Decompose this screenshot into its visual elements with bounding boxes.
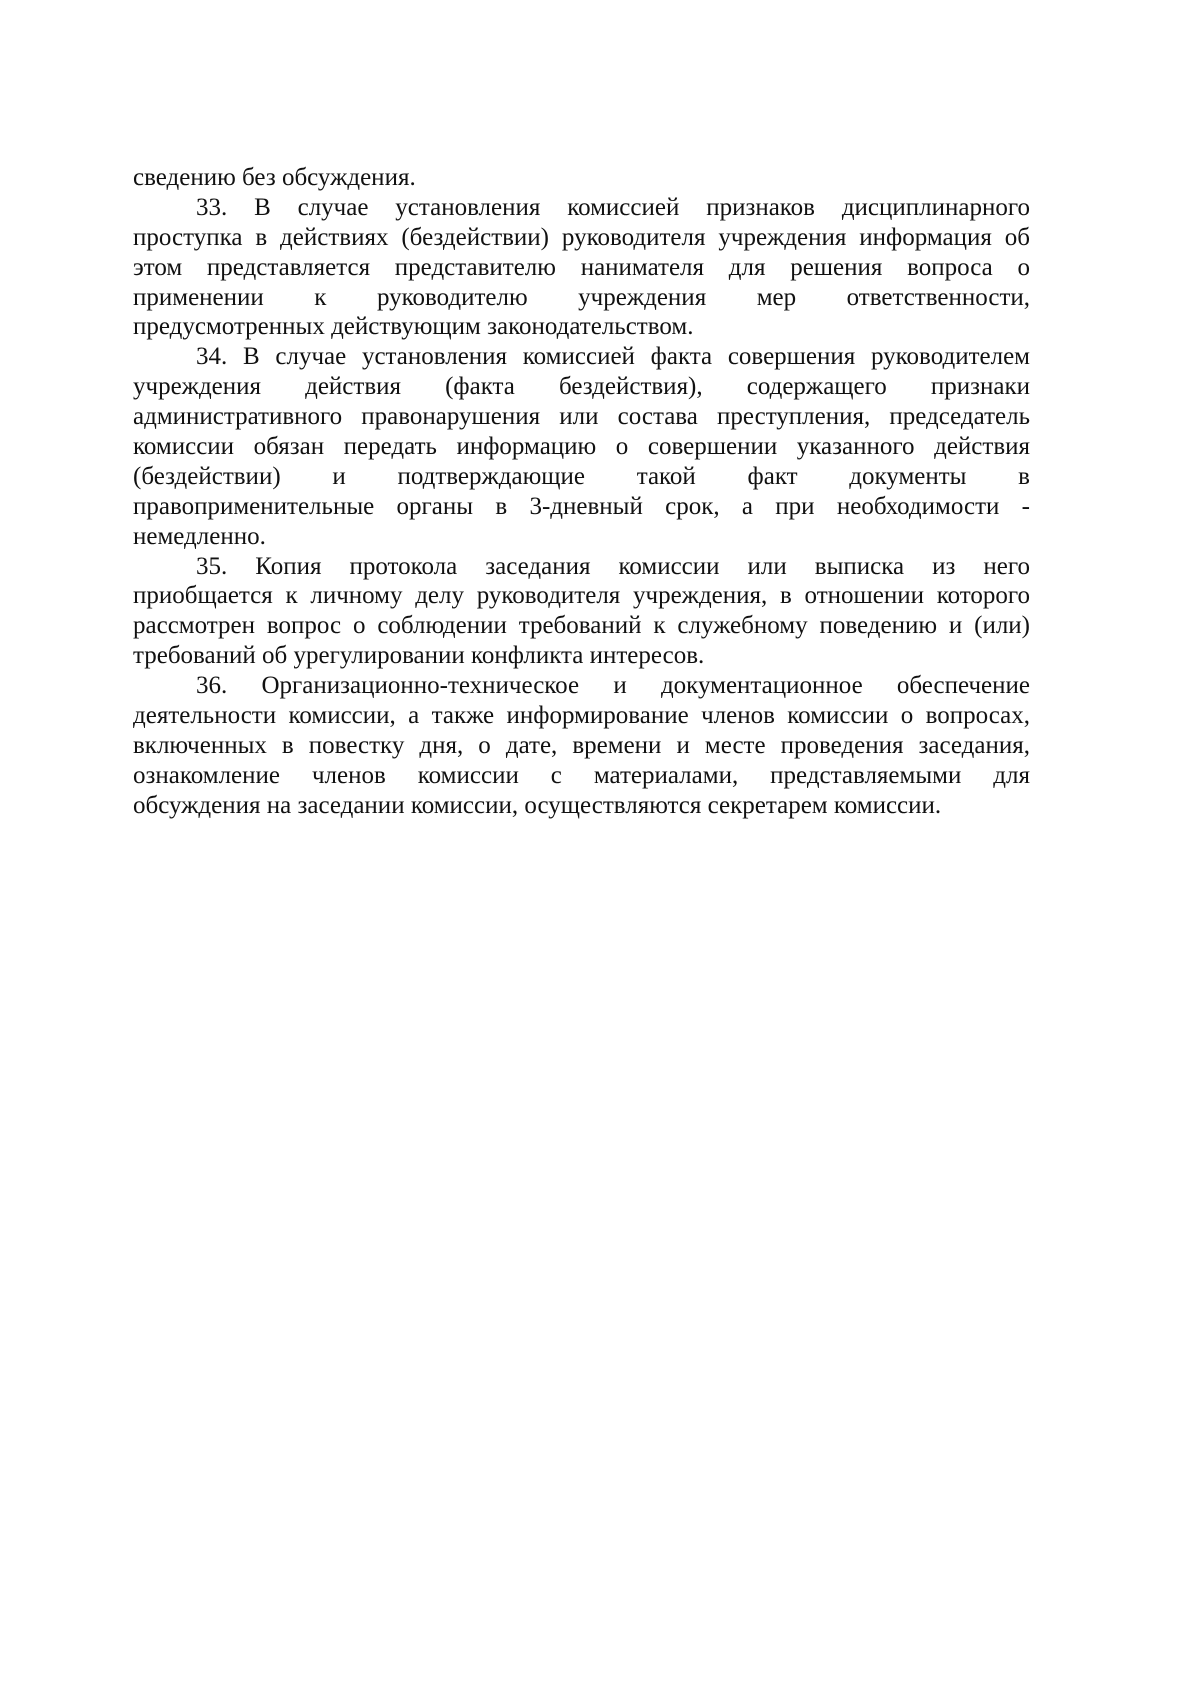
paragraph (133, 552, 1030, 672)
paragraph (133, 193, 1030, 342)
text-line: 34. В случае установления комиссией факта совершения руководителем (196, 343, 1030, 371)
text-line: комиссии обязан передать информацию о совершении указанного действия (133, 433, 1030, 461)
text-line: проступка в действиях (бездействии) руководителя учреждения информация об (133, 223, 1030, 251)
text-line: ознакомление членов комиссии с материалами, представляемыми для (133, 761, 1030, 789)
text-line: немедленно. (133, 522, 266, 550)
text-line: деятельности комиссии, а также информирование членов комиссии о вопросах, (133, 702, 1030, 730)
text-line: этом представляется представителю нанимателя для решения вопроса о (133, 253, 1030, 281)
text-line: 36. Организационно-техническое и документационное обеспечение (196, 672, 1030, 700)
text-line: учреждения действия (факта бездействия), содержащего признаки (133, 373, 1030, 401)
text-line: правоприменительные органы в 3-дневный срок, а при необходимости - (133, 492, 1030, 520)
text-line: приобщается к личному делу руководителя учреждения, в отношении которого (133, 582, 1030, 610)
text-line: применении к руководителю учреждения мер ответственности, (133, 283, 1030, 311)
text-line: обсуждения на заседании комиссии, осуществляются секретарем комиссии. (133, 791, 942, 819)
document-page (133, 163, 1030, 821)
text-line: 33. В случае установления комиссией признаков дисциплинарного (196, 193, 1030, 221)
text-line: 35. Копия протокола заседания комиссии или выписка из него (196, 552, 1030, 580)
text-line: предусмотренных действующим законодательством. (133, 313, 694, 341)
text-line: рассмотрен вопрос о соблюдении требований к служебному поведению и (или) (133, 612, 1030, 640)
text-line: сведению без обсуждения. (133, 164, 416, 191)
text-line: (бездействии) и подтверждающие такой факт документы в (133, 462, 1030, 490)
paragraph (133, 671, 1030, 820)
paragraph (133, 163, 1030, 193)
text-line: административного правонарушения или состава преступления, председатель (133, 403, 1030, 431)
paragraph (133, 342, 1030, 551)
text-line: включенных в повестку дня, о дате, времени и месте проведения заседания, (133, 731, 1030, 759)
text-line: требований об урегулировании конфликта интересов. (133, 642, 705, 670)
